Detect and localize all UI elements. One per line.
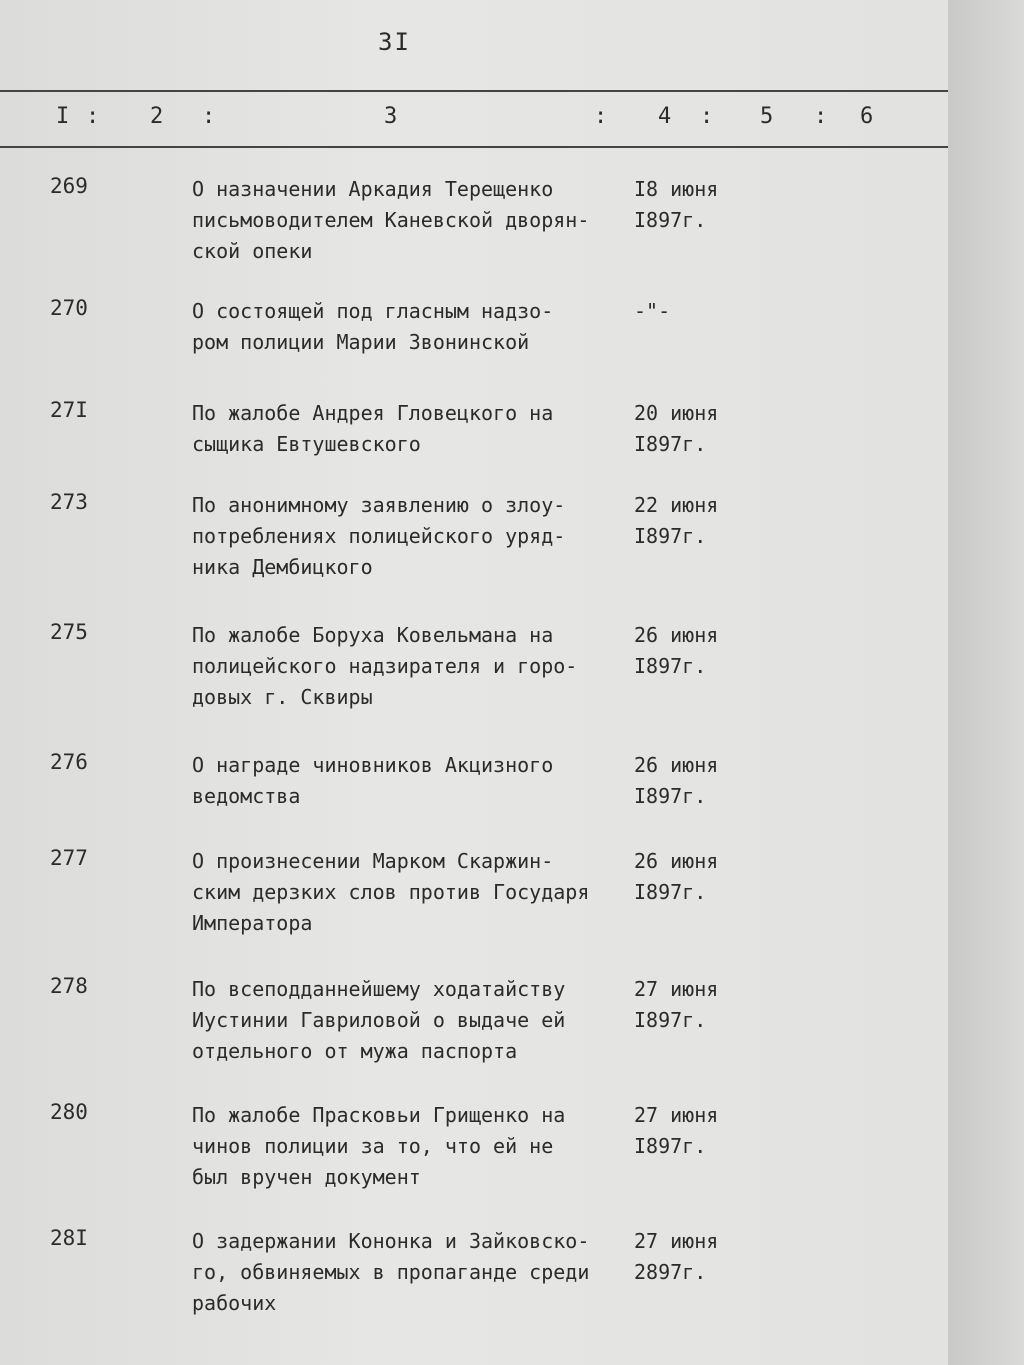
record-number: 276 [50, 750, 88, 774]
column-header-5: 5 [760, 104, 774, 129]
record-date [634, 1100, 744, 1162]
record-date [634, 398, 744, 460]
date-line: I897г. [634, 524, 707, 548]
date-line: I897г. [634, 1134, 707, 1158]
description-line: Иустинии Гавриловой о выдаче ей [192, 1008, 566, 1032]
date-line: I897г. [634, 654, 707, 678]
date-line: I897г. [634, 208, 707, 232]
column-header-4: 4 [658, 104, 672, 129]
description-line: По анонимному заявлению о злоу- [192, 493, 566, 517]
description-line: ской опеки [192, 239, 313, 263]
column-separator: : [86, 104, 100, 129]
description-line: сыщика Евтушевского [192, 432, 421, 456]
date-line: 22 июня [634, 493, 719, 517]
date-line: I897г. [634, 432, 707, 456]
description-line: ведомства [192, 784, 301, 808]
description-line: письмоводителем Каневской дворян- [192, 208, 590, 232]
description-line: О назначении Аркадия Терещенко [192, 177, 554, 201]
record-date [634, 620, 744, 682]
date-line: 2897г. [634, 1260, 707, 1284]
description-line: го, обвиняемых в пропаганде среди [192, 1260, 590, 1284]
column-header-1: I [56, 104, 70, 129]
column-header-3: 3 [384, 104, 398, 129]
page-edge [948, 0, 1024, 1365]
date-line: 27 июня [634, 1229, 719, 1253]
description-line: Императора [192, 911, 313, 935]
date-line: I8 июня [634, 177, 719, 201]
column-separator: : [594, 104, 608, 129]
record-description [192, 620, 632, 713]
description-line: чинов полиции за то, что ей не [192, 1134, 554, 1158]
record-description [192, 296, 632, 358]
date-line: 27 июня [634, 1103, 719, 1127]
record-date [634, 174, 744, 236]
record-number: 275 [50, 620, 88, 644]
description-line: О состоящей под гласным надзо- [192, 299, 554, 323]
description-line: был вручен документ [192, 1165, 421, 1189]
record-number: 280 [50, 1100, 88, 1124]
record-description [192, 398, 632, 460]
date-line: 20 июня [634, 401, 719, 425]
record-date [634, 1226, 744, 1288]
description-line: отдельного от мужа паспорта [192, 1039, 518, 1063]
record-date [634, 750, 744, 812]
record-description [192, 490, 632, 583]
description-line: По жалобе Прасковьи Грищенко на [192, 1103, 566, 1127]
column-separator: : [700, 104, 714, 129]
column-header-2: 2 [150, 104, 164, 129]
header-bottom-rule [0, 146, 948, 148]
record-description [192, 846, 632, 939]
record-number: 270 [50, 296, 88, 320]
description-line: О награде чиновников Акцизного [192, 753, 554, 777]
date-line: I897г. [634, 880, 707, 904]
record-number: 27I [50, 398, 88, 422]
description-line: По жалобе Боруха Ковельмана на [192, 623, 554, 647]
description-line: потреблениях полицейского уряд- [192, 524, 566, 548]
date-line: 26 июня [634, 753, 719, 777]
record-date [634, 846, 744, 908]
record-description [192, 974, 632, 1067]
description-line: По всеподданнейшему ходатайству [192, 977, 566, 1001]
date-line: 26 июня [634, 623, 719, 647]
date-line: -"- [634, 299, 671, 323]
description-line: О задержании Кононка и Зайковско- [192, 1229, 590, 1253]
record-description [192, 174, 632, 267]
record-description [192, 1100, 632, 1193]
description-line: ника Дембицкого [192, 555, 373, 579]
date-line: I897г. [634, 784, 707, 808]
record-date [634, 490, 744, 552]
column-separator: : [814, 104, 828, 129]
header-top-rule [0, 90, 948, 92]
description-line: рабочих [192, 1291, 277, 1315]
record-description [192, 1226, 632, 1319]
record-number: 278 [50, 974, 88, 998]
description-line: О произнесении Марком Скаржин- [192, 849, 554, 873]
description-line: ром полиции Марии Звонинской [192, 330, 530, 354]
page-number: 3I [378, 28, 411, 56]
column-separator: : [202, 104, 216, 129]
date-line: 27 июня [634, 977, 719, 1001]
date-line: I897г. [634, 1008, 707, 1032]
record-number: 28I [50, 1226, 88, 1250]
record-number: 277 [50, 846, 88, 870]
record-description [192, 750, 632, 812]
description-line: полицейского надзирателя и горо- [192, 654, 578, 678]
record-date [634, 296, 744, 327]
record-number: 273 [50, 490, 88, 514]
column-header-6: 6 [860, 104, 874, 129]
description-line: довых г. Сквиры [192, 685, 373, 709]
description-line: По жалобе Андрея Гловецкого на [192, 401, 554, 425]
record-number: 269 [50, 174, 88, 198]
date-line: 26 июня [634, 849, 719, 873]
record-date [634, 974, 744, 1036]
description-line: ским дерзких слов против Государя [192, 880, 590, 904]
